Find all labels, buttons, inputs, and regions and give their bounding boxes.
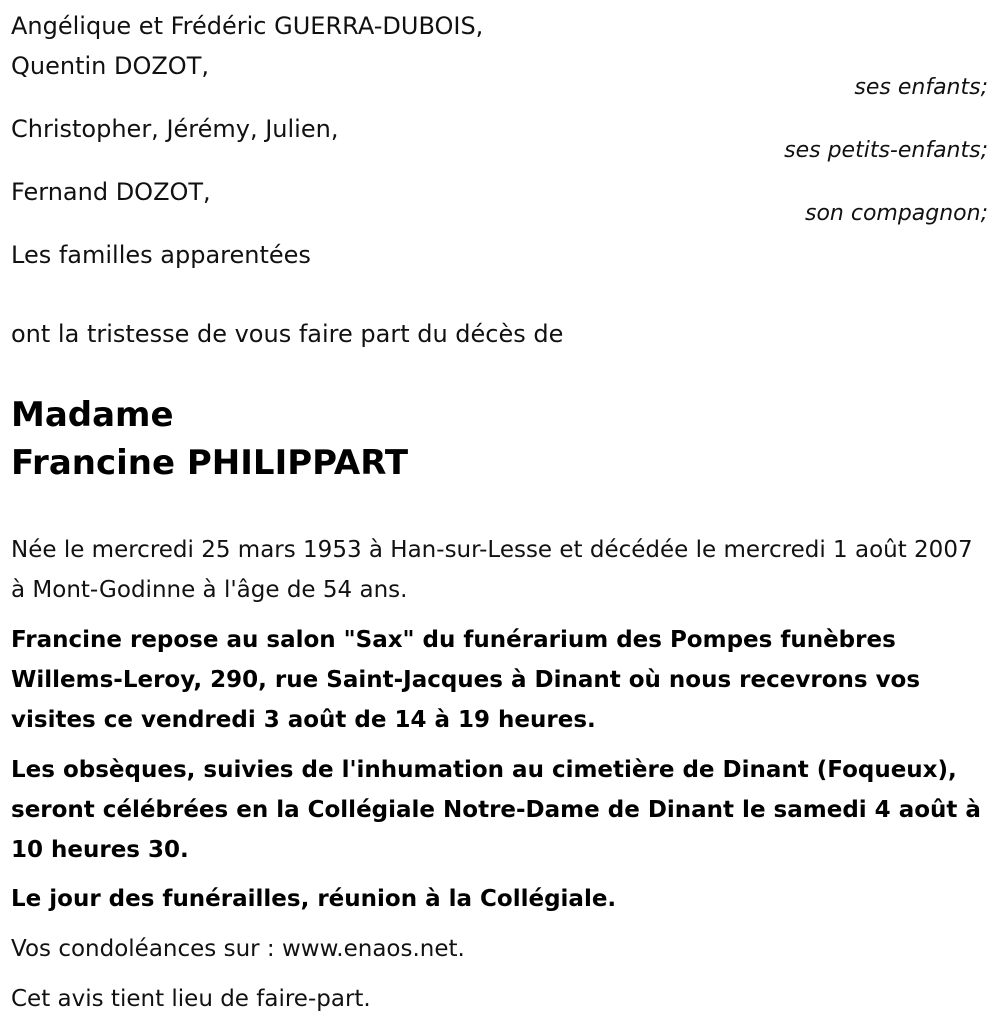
relatives-line: Les familles apparentées [11,241,311,269]
gathering-paragraph: Le jour des funérailles, réunion à la Collégiale. [11,886,617,912]
deceased-name: Francine PHILIPPART [11,443,409,483]
notice-paragraph: Cet avis tient lieu de faire-part. [11,986,371,1012]
birth-death-paragraph: Née le mercredi 25 mars 1953 à Han-sur-Lesse et décédée le mercredi 1 août 2007 à Mont-Godinne à l'âge de 54 ans. [11,537,973,603]
grandchildren-names: Christopher, Jérémy, Julien, [11,115,339,143]
companion-name: Fernand DOZOT, [11,178,211,206]
funeral-paragraph: Les obsèques, suivies de l'inhumation au cimetière de Dinant (Foqueux), seront célébrées en la Collégiale Notre-Dame de Dinant le samedi 4 août à 10 heures 30. [11,757,981,863]
condolences-paragraph: Vos condoléances sur : www.enaos.net. [11,936,465,962]
deceased-honorific: Madame [11,395,174,435]
announcement-text: ont la tristesse de vous faire part du décès de [11,320,564,348]
children-role: ses enfants; [854,75,988,100]
children-names-line-1: Angélique et Frédéric GUERRA-DUBOIS, [11,12,484,40]
children-names-line-2: Quentin DOZOT, [11,52,209,80]
visitation-paragraph: Francine repose au salon "Sax" du funérarium des Pompes funèbres Willems-Leroy, 290, rue Saint-Jacques à Dinant où nous recevrons vos visites ce vendredi 3 août de 14 à 19 heures. [11,627,921,733]
grandchildren-role: ses petits-enfants; [784,138,988,163]
companion-role: son compagnon; [804,201,988,226]
